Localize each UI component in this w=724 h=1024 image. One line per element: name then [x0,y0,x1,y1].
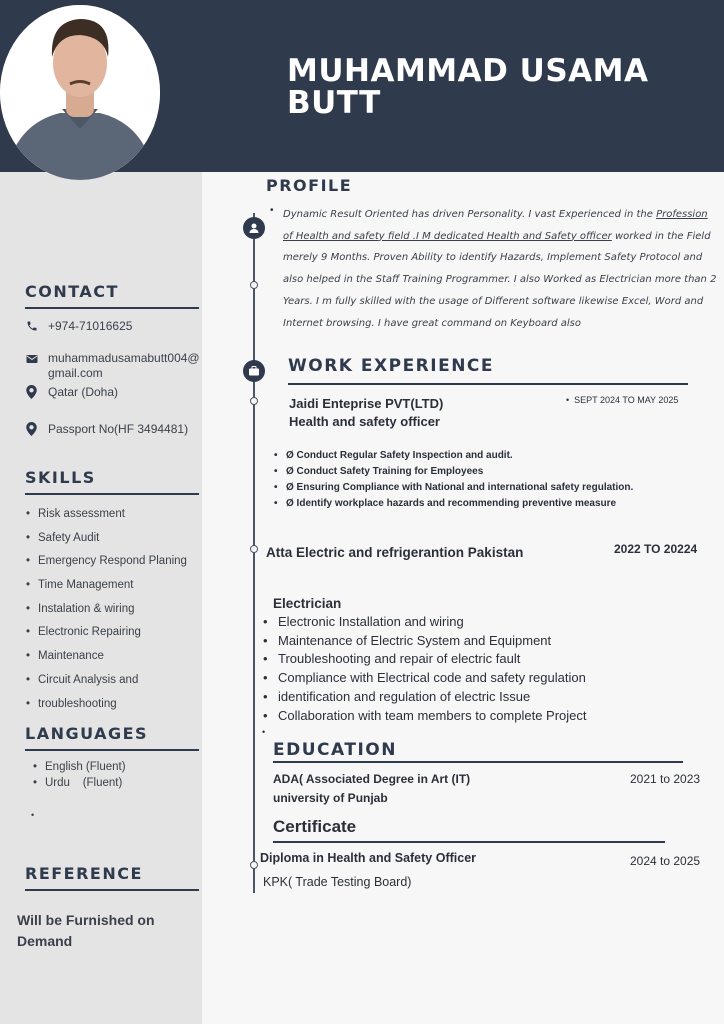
job-duty: • Compliance with Electrical code and safety regulation [263,669,587,688]
skill-item: • Circuit Analysis and [26,673,187,697]
job-duty: • Ø Identify workplace hazards and recommending preventive measure [274,496,633,512]
profile-heading: PROFILE [266,176,353,195]
timeline-dot [250,281,258,289]
education-degree: ADA( Associated Degree in Art (IT) [273,772,471,786]
contact-divider [25,307,199,309]
certificate-heading: Certificate [273,817,357,836]
certificate-name: Diploma in Health and Safety Officer [260,851,477,865]
skills-heading: SKILLS [25,468,96,487]
skill-item: • Emergency Respond Planing [26,554,187,578]
languages-divider [25,749,199,751]
education-date: 2021 to 2023 [630,772,701,786]
job-duty: • Ø Conduct Safety Training for Employees [274,464,633,480]
skill-item: • Maintenance [26,649,187,673]
briefcase-icon [243,360,265,382]
stray-bullet: • [31,810,35,820]
languages-list [33,760,126,792]
stray-bullet: • [262,727,266,737]
job-title: Health and safety officer [289,414,440,429]
passport-text: Passport No(HF 3494481) [48,422,189,436]
timeline-dot [250,861,258,869]
skill-item: • Safety Audit [26,531,187,555]
job-duty: • identification and regulation of electric Issue [263,688,587,707]
profile-text-underlined: Profession of Health and safety field .I M dedicated Health and Safety officer [283,209,708,242]
skill-item: • Electronic Repairing [26,625,187,649]
timeline-dot [250,397,258,405]
contact-heading: CONTACT [25,282,119,301]
education-school: university of Punjab [273,791,388,805]
job-duties [263,613,587,725]
skills-divider [25,493,199,495]
skill-item: • Instalation & wiring [26,602,187,626]
languages-heading: LANGUAGES [25,724,149,743]
skills-list [26,507,187,720]
candidate-name: MUHAMMAD USAMA BUTT [287,53,649,121]
job-duty: • Ø Conduct Regular Safety Inspection and audit. [274,448,633,464]
work-experience-heading: WORK EXPERIENCE [288,356,495,376]
profile-photo [0,5,160,180]
education-divider [273,761,683,763]
language-item: • English (Fluent) [33,760,126,776]
skill-item-continued [26,697,187,721]
certificate-issuer: KPK( Trade Testing Board) [263,875,412,889]
phone-icon [25,319,38,332]
timeline-line [253,213,255,893]
phone-number: +974-71016625 [48,319,133,333]
education-heading: EDUCATION [273,740,397,760]
location-pin-icon [25,422,38,435]
email-icon [25,352,38,365]
skill-item: • Time Management [26,578,187,602]
job-date: • SEPT 2024 TO MAY 2025 [566,395,679,405]
portrait-image [0,5,160,180]
profile-bullet: • [270,205,274,216]
job-duties [274,448,633,512]
location-pin-icon [25,385,38,398]
reference-divider [25,889,199,891]
job-title: Electrician [273,596,342,611]
timeline-dot [250,545,258,553]
job-company: Atta Electric and refrigerantion Pakistan [266,545,524,560]
job-date-text: SEPT 2024 TO MAY 2025 [574,395,679,405]
email-address[interactable]: muhammadusamabutt004@gmail.com [48,351,200,380]
job-duty: • Troubleshooting and repair of electric fault [263,650,587,669]
location-text: Qatar (Doha) [48,385,119,399]
work-experience-divider [288,383,688,385]
person-icon [243,217,265,239]
certificate-date: 2024 to 2025 [630,854,701,868]
skill-item: • Risk assessment [26,507,187,531]
job-company: Jaidi Enteprise PVT(LTD) [289,396,444,411]
job-duty: • Ø Ensuring Compliance with National and international safety regulation. [274,480,633,496]
certificate-divider [273,841,665,843]
reference-heading: REFERENCE [25,864,143,883]
job-date: 2022 TO 20224 [614,542,698,556]
job-duty: • Collaboration with team members to complete Project [263,707,587,726]
profile-summary [283,204,720,334]
language-item: • Urdu (Fluent) [33,776,126,792]
profile-text-part1: Dynamic Result Oriented has driven Personality. I vast Experienced in the [283,209,657,220]
profile-text-part2: worked in the Field merely 9 Months. Proven Ability to identify Hazards, Implement Safety Protocol and also helped in the Staff Training Programmer. I also Worked as Electrician more than 2 Years. I m fully skilled with the usage of Different software likewise Excel, Word and Internet browsing. I have great command on Keyboard also [283,230,717,329]
job-duty: • Electronic Installation and wiring [263,613,587,632]
skill-item-text: troubleshooting [38,697,117,710]
job-duty: • Maintenance of Electric System and Equipment [263,632,587,651]
reference-text: Will be Furnished on Demand [17,912,155,949]
